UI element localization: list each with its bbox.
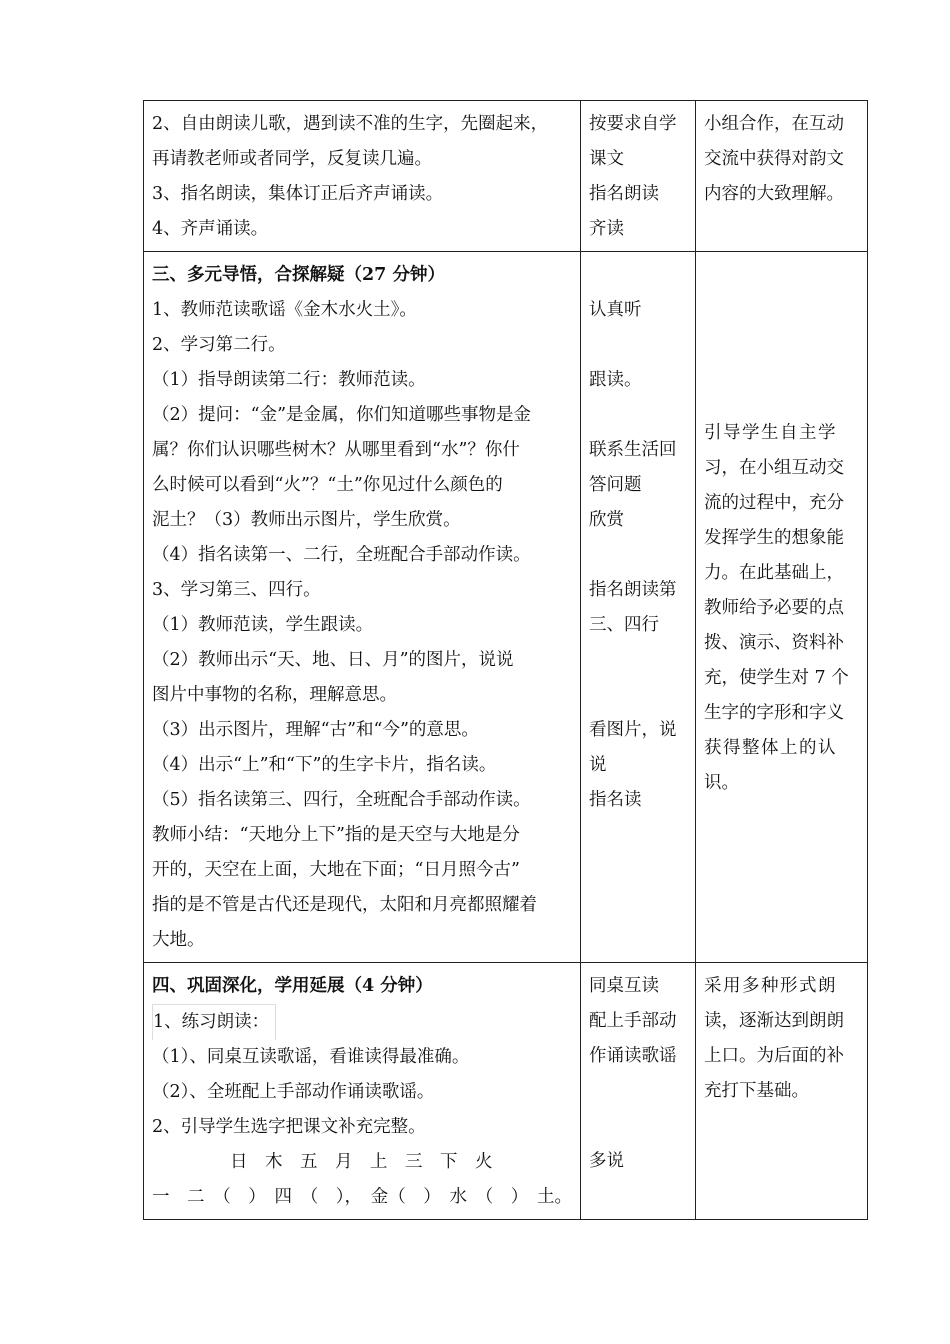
student-line: 按要求自学 — [589, 114, 677, 134]
process-line: 4、齐声诵读。 — [152, 219, 269, 239]
student-line: 认真听 — [589, 300, 642, 320]
design-line: 教师给予必要的点 — [704, 597, 844, 618]
process-line: （5）指名读第三、四行，全班配合手部动作读。 — [152, 790, 531, 810]
process-line: （1）、同桌互读歌谣，看谁读得最准确。 — [152, 1047, 470, 1067]
process-line: （4）指名读第一、二行，全班配合手部动作读。 — [152, 545, 531, 565]
design-line: 交流中获得对韵文 — [704, 149, 844, 169]
process-line: 泥土？（3）教师出示图片，学生欣赏。 — [152, 510, 461, 530]
process-line: 开的，天空在上面，大地在下面；“日月照今古” — [152, 860, 520, 880]
student-line: 指名读 — [589, 790, 642, 810]
section-heading: 四、巩固深化，学用延展（4 分钟） — [152, 976, 433, 996]
student-activity-cell — [581, 963, 696, 1220]
design-line: 内容的大致理解。 — [704, 184, 844, 204]
process-line: 3、学习第三、四行。 — [152, 580, 321, 600]
design-line: 习，在小组互动交 — [704, 457, 844, 478]
student-line: 课文 — [589, 149, 624, 169]
process-line: （3）出示图片，理解“古”和“今”的意思。 — [152, 720, 479, 740]
table-row — [144, 252, 868, 963]
process-line: （2）提问：“金”是金属，你们知道哪些事物是金 — [152, 405, 532, 425]
design-line: 充打下基础。 — [704, 1081, 809, 1101]
design-line: 引导学生自主学 — [704, 422, 837, 443]
process-line: （1）教师范读，学生跟读。 — [152, 615, 374, 635]
design-line: 小组合作，在互动 — [704, 114, 844, 134]
student-line: 指名朗读第 — [589, 580, 677, 600]
process-line: （2）教师出示“天、地、日、月”的图片，说说 — [152, 650, 514, 670]
process-line: 再请教老师或者同学，反复读几遍。 — [152, 149, 432, 169]
design-line: 读，逐渐达到朗朗 — [704, 1011, 844, 1031]
design-line: 发挥学生的想象能 — [704, 527, 844, 548]
design-line: 获得整体上的认 — [704, 737, 837, 758]
process-line: 1、练习朗读： — [152, 1004, 276, 1040]
teaching-process-cell — [144, 252, 581, 963]
student-line: 同桌互读 — [589, 976, 659, 996]
process-line: 2、自由朗读儿歌，遇到读不准的生字，先圈起来， — [152, 114, 549, 134]
design-line: 上口。为后面的补 — [704, 1046, 844, 1066]
teaching-process-cell — [144, 963, 581, 1220]
fill-in-exercise: 一 二 （ ） 四 （ ）， 金（ ） 水 （ ） 土。 — [152, 1187, 572, 1207]
process-line: 教师小结：“天地分上下”指的是天空与大地是分 — [152, 825, 520, 845]
teaching-process-cell — [144, 101, 581, 252]
design-line: 识。 — [704, 772, 739, 793]
student-line: 多说 — [589, 1151, 624, 1171]
section-heading: 三、多元导悟，合探解疑（27 分钟） — [152, 265, 445, 285]
table-row — [144, 101, 868, 252]
student-line: 指名朗读 — [589, 184, 659, 204]
design-intent-cell — [696, 252, 868, 963]
process-line: 3、指名朗读，集体订正后齐声诵读。 — [152, 184, 444, 204]
lesson-plan-table — [143, 100, 868, 1220]
table-row — [144, 963, 868, 1220]
design-line: 流的过程中，充分 — [704, 492, 844, 513]
process-line: （2）、全班配上手部动作诵读歌谣。 — [152, 1082, 435, 1102]
process-line: 指的是不管是古代还是现代，太阳和月亮都照耀着 — [152, 895, 537, 915]
process-line: 2、引导学生选字把课文补充完整。 — [152, 1117, 426, 1137]
student-line: 作诵读歌谣 — [589, 1046, 677, 1066]
process-line: 属？你们认识哪些树木？从哪里看到“水”？你什 — [152, 440, 520, 460]
process-line: 1、教师范读歌谣《金木水火土》。 — [152, 300, 417, 320]
student-line: 配上手部动 — [589, 1011, 677, 1031]
student-line: 欣赏 — [589, 510, 624, 530]
process-line: 么时候可以看到“火”？“土”你见过什么颜色的 — [152, 475, 503, 495]
student-line: 说 — [589, 755, 607, 775]
design-line: 充，使学生对 7 个 — [704, 667, 849, 688]
design-line: 采用多种形式朗 — [704, 976, 837, 996]
character-options: 日 木 五 月 上 三 下 火 — [230, 1152, 493, 1172]
student-line: 齐读 — [589, 219, 624, 239]
process-line: 2、学习第二行。 — [152, 335, 286, 355]
student-activity-cell — [581, 252, 696, 963]
design-line: 力。在此基础上， — [704, 562, 844, 583]
student-line: 答问题 — [589, 475, 642, 495]
student-line: 跟读。 — [589, 370, 642, 390]
design-line: 拨、演示、资料补 — [704, 632, 844, 653]
process-line: （4）出示“上”和“下”的生字卡片，指名读。 — [152, 755, 497, 775]
student-line: 联系生活回 — [589, 440, 677, 460]
design-line: 生字的字形和字义 — [704, 702, 844, 723]
design-intent-cell — [696, 101, 868, 252]
process-line: 大地。 — [152, 930, 205, 950]
design-intent-cell — [696, 963, 868, 1220]
process-line: 图片中事物的名称，理解意思。 — [152, 685, 397, 705]
student-line: 三、四行 — [589, 615, 659, 635]
student-activity-cell — [581, 101, 696, 252]
process-line: （1）指导朗读第二行：教师范读。 — [152, 370, 426, 390]
student-line: 看图片，说 — [589, 720, 677, 740]
